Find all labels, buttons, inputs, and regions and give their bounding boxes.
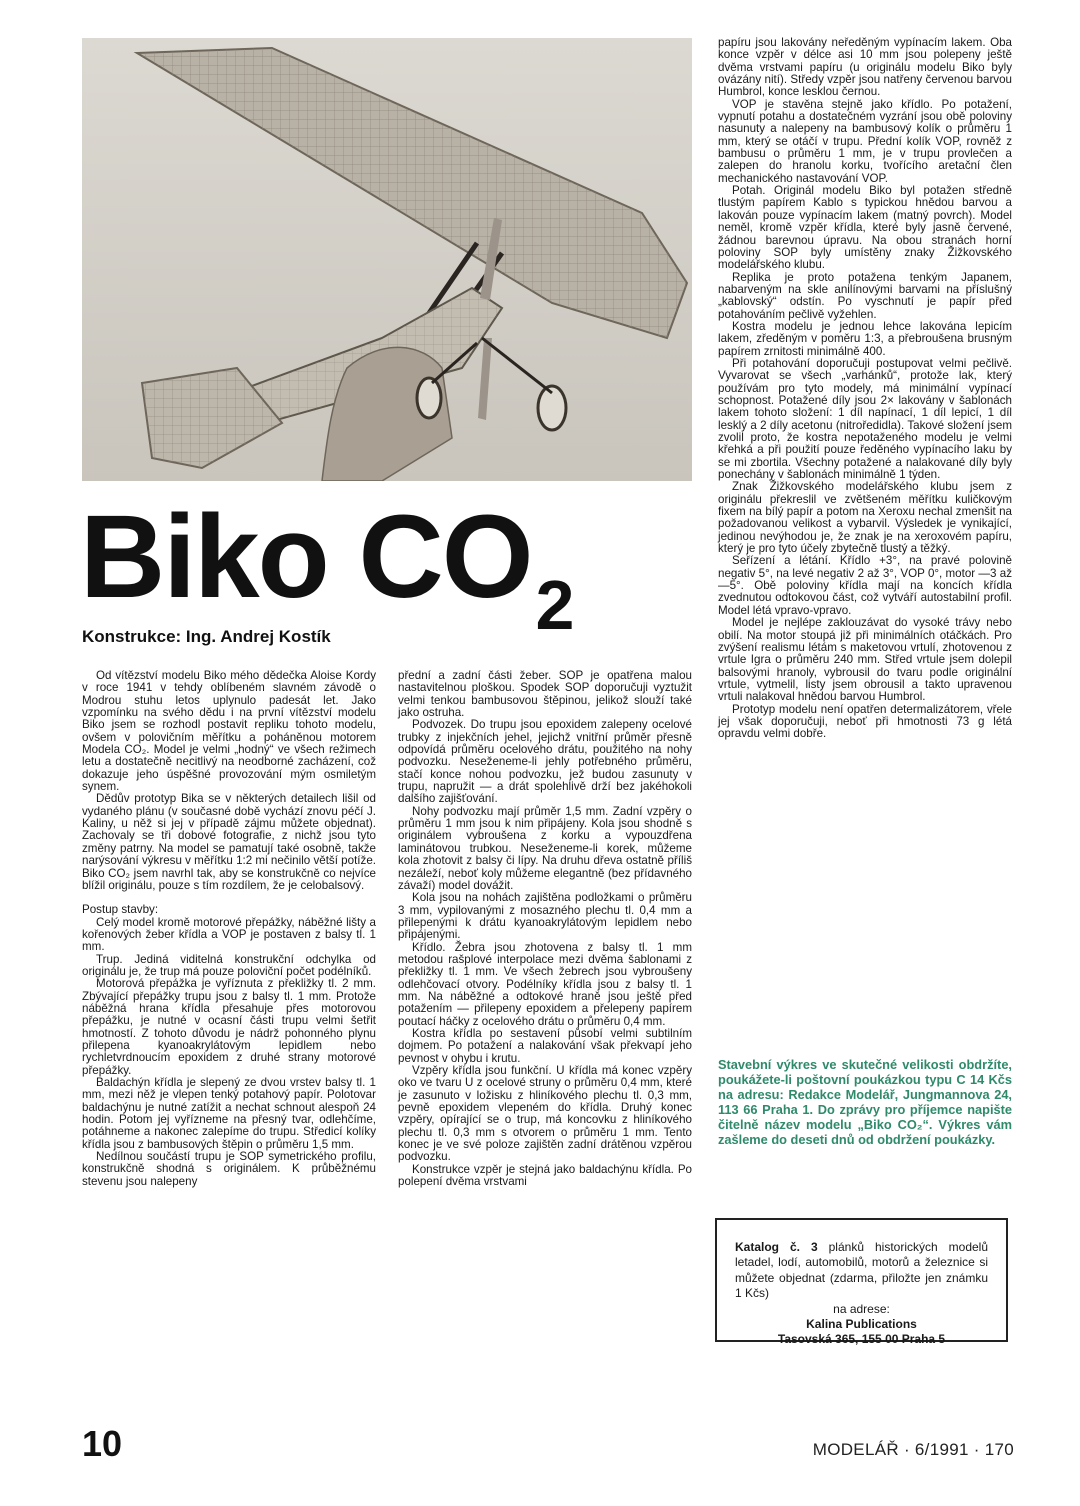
paragraph: Znak Žižkovského modelářského klubu jsem z originálu překreslil ve zvětšeném měřítku kuličkovým fixem na bílý papír a potom na Xeroxu nechal zmenšit na požadovanou velikost a vybarvil. Výsledek je vynikající, jedinou nevýhodou je, že znak je na xeroxovém papíru, který je pro tyto účely zbytečně tlustý a těžký. <box>718 480 1012 556</box>
paragraph: papíru jsou lakovány neředěným vypínacím lakem. Oba konce vzpěr v délce asi 10 mm jsou polepeny ještě dvěma vrstvami papíru (u originálu modelu Biko byly ovázány nití). Středy vzpěr jsou natřeny červenou barvou Humbrol, konce lesklou černou. <box>718 36 1012 99</box>
magazine-footer: MODELÁŘ · 6/1991 · 170 <box>812 1440 1014 1459</box>
page-number: 10 <box>82 1423 123 1464</box>
paragraph: Kostra křídla po sestavení působí velmi subtilním dojmem. Po potažení a nalakování však překvapí jeho pevnost v ohybu i krutu. <box>398 1026 692 1065</box>
article-byline: Konstrukce: Ing. Andrej Kostík <box>82 627 331 646</box>
paragraph: Vzpěry křídla jsou funkční. U křídla má konec vzpěry oko ve tvaru U z ocelové struny o průměru 0,4 mm, které je zasunuto v ložisku z hliníkového plechu tl. 0,3 mm, pevně epoxidem vlepeném do křídla. Druhý konec vzpěry, opírající se o trup, má koncovku z hliníkového plechu tl. 0,3 mm s otvorem o průměru 1 mm. Tento konec je ve své poloze zajištěn zadní drátěnou vzpěrou podvozku. <box>398 1064 692 1164</box>
paragraph: Prototyp modelu není opatřen determalizátorem, vřele jej však doporučuji, neboť při hmotnosti 73 g létá opravdu velmi dobře. <box>718 702 1012 741</box>
catalog-lead: Katalog č. 3 <box>735 1240 818 1254</box>
title-subscript: 2 <box>535 566 573 644</box>
paragraph: Seřízení a létání. Křídlo +3°, na pravé polovině negativ 5°, na levé negativ 2 až 3°, VOP 0°, motor —3 až —5°. Obě poloviny křídla mají na koncích křídla zvednutou odtokovou část, což vytváří autostabilní profil. Model létá vpravo-vpravo. <box>718 554 1012 617</box>
title-main: Biko CO <box>80 491 532 623</box>
catalog-address-label: na adrese: <box>833 1301 890 1316</box>
paragraph: Křídlo. Žebra jsou zhotovena z balsy tl. 1 mm metodou rašplové interpolace mezi dvěma šablonami z překližky tl. 1 mm. Ve všech žebrech jsou vybroušeny odlehčovací otvory. Podélníky křídla jsou z balsy tl. 1 mm. Na náběžné a odtokové hraně jsou ještě před potažením — přilepeny epoxidem a přelepeny papírem poutací háčky z ocelového drátu o průměru 0,4 mm. <box>398 940 692 1028</box>
catalog-address-text: Tasovská 365, 155 00 Praha 5 <box>777 1332 946 1347</box>
order-notice: Stavební výkres ve skutečné velikosti obdržíte, poukážete-li poštovní poukázkou typu C 14 Kčs na adresu: Redakce Modelář, Jungmannova 24, 113 66 Praha 1. Do zprávy pro příjemce napište čitelně název modelu „Biko CO₂“. Výkres vám zašleme do deseti dnů od obdržení poukázky. <box>718 1057 1012 1148</box>
paragraph: Model je nejlépe zaklouzávat do vysoké trávy nebo obilí. Na motor stoupá již při minimálních otáčkách. Pro zvýšení realismu létám s maketovou vrtulí, zhotovenou z vrtule Igra o průměru 240 mm. Střed vrtule jsem dolepil balsovými hranoly, vybrousil do tvaru podle originální vrtule, vytmelil, listy jsem obrousil a takto upravenou vrtuli nalakoval hnědou barvou Humbrol. <box>718 616 1012 704</box>
photo-illustration <box>82 38 692 481</box>
aircraft-photo <box>82 38 692 481</box>
catalog-company-name: Kalina Publications <box>806 1317 917 1332</box>
paragraph: Nohy podvozku mají průměr 1,5 mm. Zadní vzpěry o průměru 1 mm jsou k nim připájeny. Kola jsou shodně s originálem vybroušena z korku a vypouzdřena laminátovou trubkou. Neseženeme-li korek, můžeme kola zhotovit z balsy či lípy. Na druhu dřeva ostatně příliš nezáleží, neboť koly můžeme elegantně (bez přídavného závaží) model dovážit. <box>398 804 692 892</box>
text-column-middle <box>398 670 692 1188</box>
paragraph: Při potahování doporučuji postupovat velmi pečlivě. Vyvarovat se všech „varhánků“, protože lak, který používám pro tyto modely, má minimální vypínací schopnost. Potažené díly jsou 2× lakovány v šablonách lakem tohoto složení: 1 díl napínací, 1 díl lepicí, 1 díl lesklý a 2 díly acetonu (nitroředidla). Takové složení jsem zvolil proto, že kostra nepotaženého modelu je velmi křehká a při použití pouze ředěného vypínacího laku by se mi zbortila. Všechny potažené a nalakované díly byly ponechány v šablonách minimálně 1 týden. <box>718 356 1012 482</box>
paragraph: Baldachýn křídla je slepený ze dvou vrstev balsy tl. 1 mm, mezi něž je vlepen tenký potahový papír. Polotovar baldachýnu je nutné zatížit a nechat schnout alespoň 24 hodin. Potom jej vyřízneme na přesný tvar, odlehčíme, potáhneme a nakonec zalepíme do trupu. Středicí kolíky křídla jsou z bambusových štěpin o průměru 1,5 mm. <box>82 1076 376 1151</box>
paragraph: VOP je stavěna stejně jako křídlo. Po potažení, vypnutí potahu a dostatečném vyzrání jsou obě poloviny nasunuty a nalepeny na bambusový kolík o průměru 1 mm, který se otáčí v trupu. Přední kolík VOP, rovněž z bambusu o průměru 1 mm, je v trupu provlečen a zalepen do hranolu korku, tvořícího aretační člen mechanického nastavování VOP. <box>718 97 1012 185</box>
paragraph: Kola jsou na nohách zajištěna podložkami o průměru 3 mm, vypilovanými z mosazného plechu tl. 0,4 mm a přilepenými k drátu kyanoakrylátovým lepidlem nebo připájenými. <box>398 891 692 942</box>
catalog-address <box>735 1332 988 1347</box>
paragraph: Trup. Jediná viditelná konstrukční odchylka od originálu je, že trup má pouze poloviční počet podélníků. <box>82 952 376 978</box>
catalog-body: plánků historických modelů letadel, lodí, automobilů, motorů a železnice si můžete objednat (zdarma, přiložte jen známku 1 Kčs) <box>735 1240 989 1301</box>
paragraph: Celý model kromě motorové přepážky, náběžné lišty a kořenových žeber křídla a VOP je postaven z balsy tl. 1 mm. <box>82 915 376 954</box>
text-column-right <box>718 37 1012 741</box>
catalog-box <box>715 1218 1008 1347</box>
section-heading: Postup stavby: <box>82 903 159 917</box>
paragraph: Nedílnou součástí trupu je SOP symetrického profilu, konstrukčně shodná s originálem. K průběžnému stevenu jsou nalepeny <box>82 1150 376 1188</box>
paragraph: Motorová přepážka je vyříznuta z překližky tl. 2 mm. Zbývající přepážky trupu jsou z balsy tl. 1 mm. Protože náběžná hrana křídla přesahuje přes motorovou přepážku, je nutné v ocasní části trupu velmi šetřit hmotností. Z tohoto důvodu je nádrž pohonného plynu přilepena kyanoakrylátovým lepidlem nebo rychletvrdnoucím epoxidem z druhé strany motorové přepážky. <box>82 977 376 1077</box>
paragraph: Kostra modelu je jednou lehce lakována lepicím lakem, zředěným v poměru 1:3, a přebroušena brusným papírem zrnitosti minimálně 400. <box>718 319 1012 358</box>
paragraph: Konstrukce vzpěr je stejná jako baldachýnu křídla. Po polepení dvěma vrstvami <box>398 1162 692 1189</box>
paragraph: Potah. Originál modelu Biko byl potažen středně tlustým papírem Kablo s typickou hnědou barvou a lakován pouze vypínacím lakem (matný povrch). Model neměl, kromě vzpěr křídla, které byly jasně červené, žádnou barevnou úpravu. Na obou stranách horní poloviny SOP byly umístěny znaky Žižkovského modelářského klubu. <box>718 184 1012 272</box>
catalog-company <box>735 1317 988 1332</box>
paragraph: Podvozek. Do trupu jsou epoxidem zalepeny ocelové trubky z injekčních jehel, jejichž vnitřní průměr přesně odpovídá průměru ocelového drátu, použitého na nohy podvozku. Neseženeme-li jehly potřebného průměru, stačí konce nohou podvozku, jež budou zasunuty v trupu, napružit — a drát spolehlivě drží bez jakéhokoli dalšího zajišťování. <box>398 718 692 806</box>
paragraph: Od vítězství modelu Biko mého dědečka Aloise Kordy v roce 1941 v tehdy oblíbeném slavném závodě o Modrou stuhu letos uplynulo padesát let. Jako vzpomínku na svého dědu i na první vítězství modelu Biko jsem se rozhodl postavit repliku tohoto modelu, ovšem v polovičním měřítku a poháněnou motorem Modela CO₂. Model je velmi „hodný“ ve všech režimech letu a dostatečně necitlivý na neodborné zacházení, což dokazuje jeho úspěšné provozování mým osmiletým synem. <box>82 669 376 794</box>
paragraph: přední a zadní části žeber. SOP je opatřena malou nastavitelnou ploškou. Spodek SOP doporučuji vyztužit velmi tenkou bambusovou štěpinou, jelikož slouží také jako ostruha. <box>398 669 692 720</box>
text-column-left <box>82 670 376 1188</box>
paragraph: Dědův prototyp Bika se v některých detailech lišil od vydaného plánu (v současné době vychází znovu péčí J. Kaliny, u něž si jej v případě zájmu můžete objednat). Zachovaly se tři dobové fotografie, z nichž jsou tyto změny patrny. Na model se pamatují také osobně, takže narýsování výkresu v měřítku 1:2 mi nečinilo větší potíže. Biko CO₂ jsem navrhl tak, aby se konstrukčně co nejvíce blížil originálu, pouze s tím rozdílem, že je celobalsový. <box>82 792 376 892</box>
paragraph: Replika je proto potažena tenkým Japanem, nabarveným na skle anilínovými barvami na příslušný „kablovský“ odstín. Po vyschnutí je papír před potahováním pečlivě vyžehlen. <box>718 270 1012 321</box>
catalog-text <box>735 1240 988 1302</box>
